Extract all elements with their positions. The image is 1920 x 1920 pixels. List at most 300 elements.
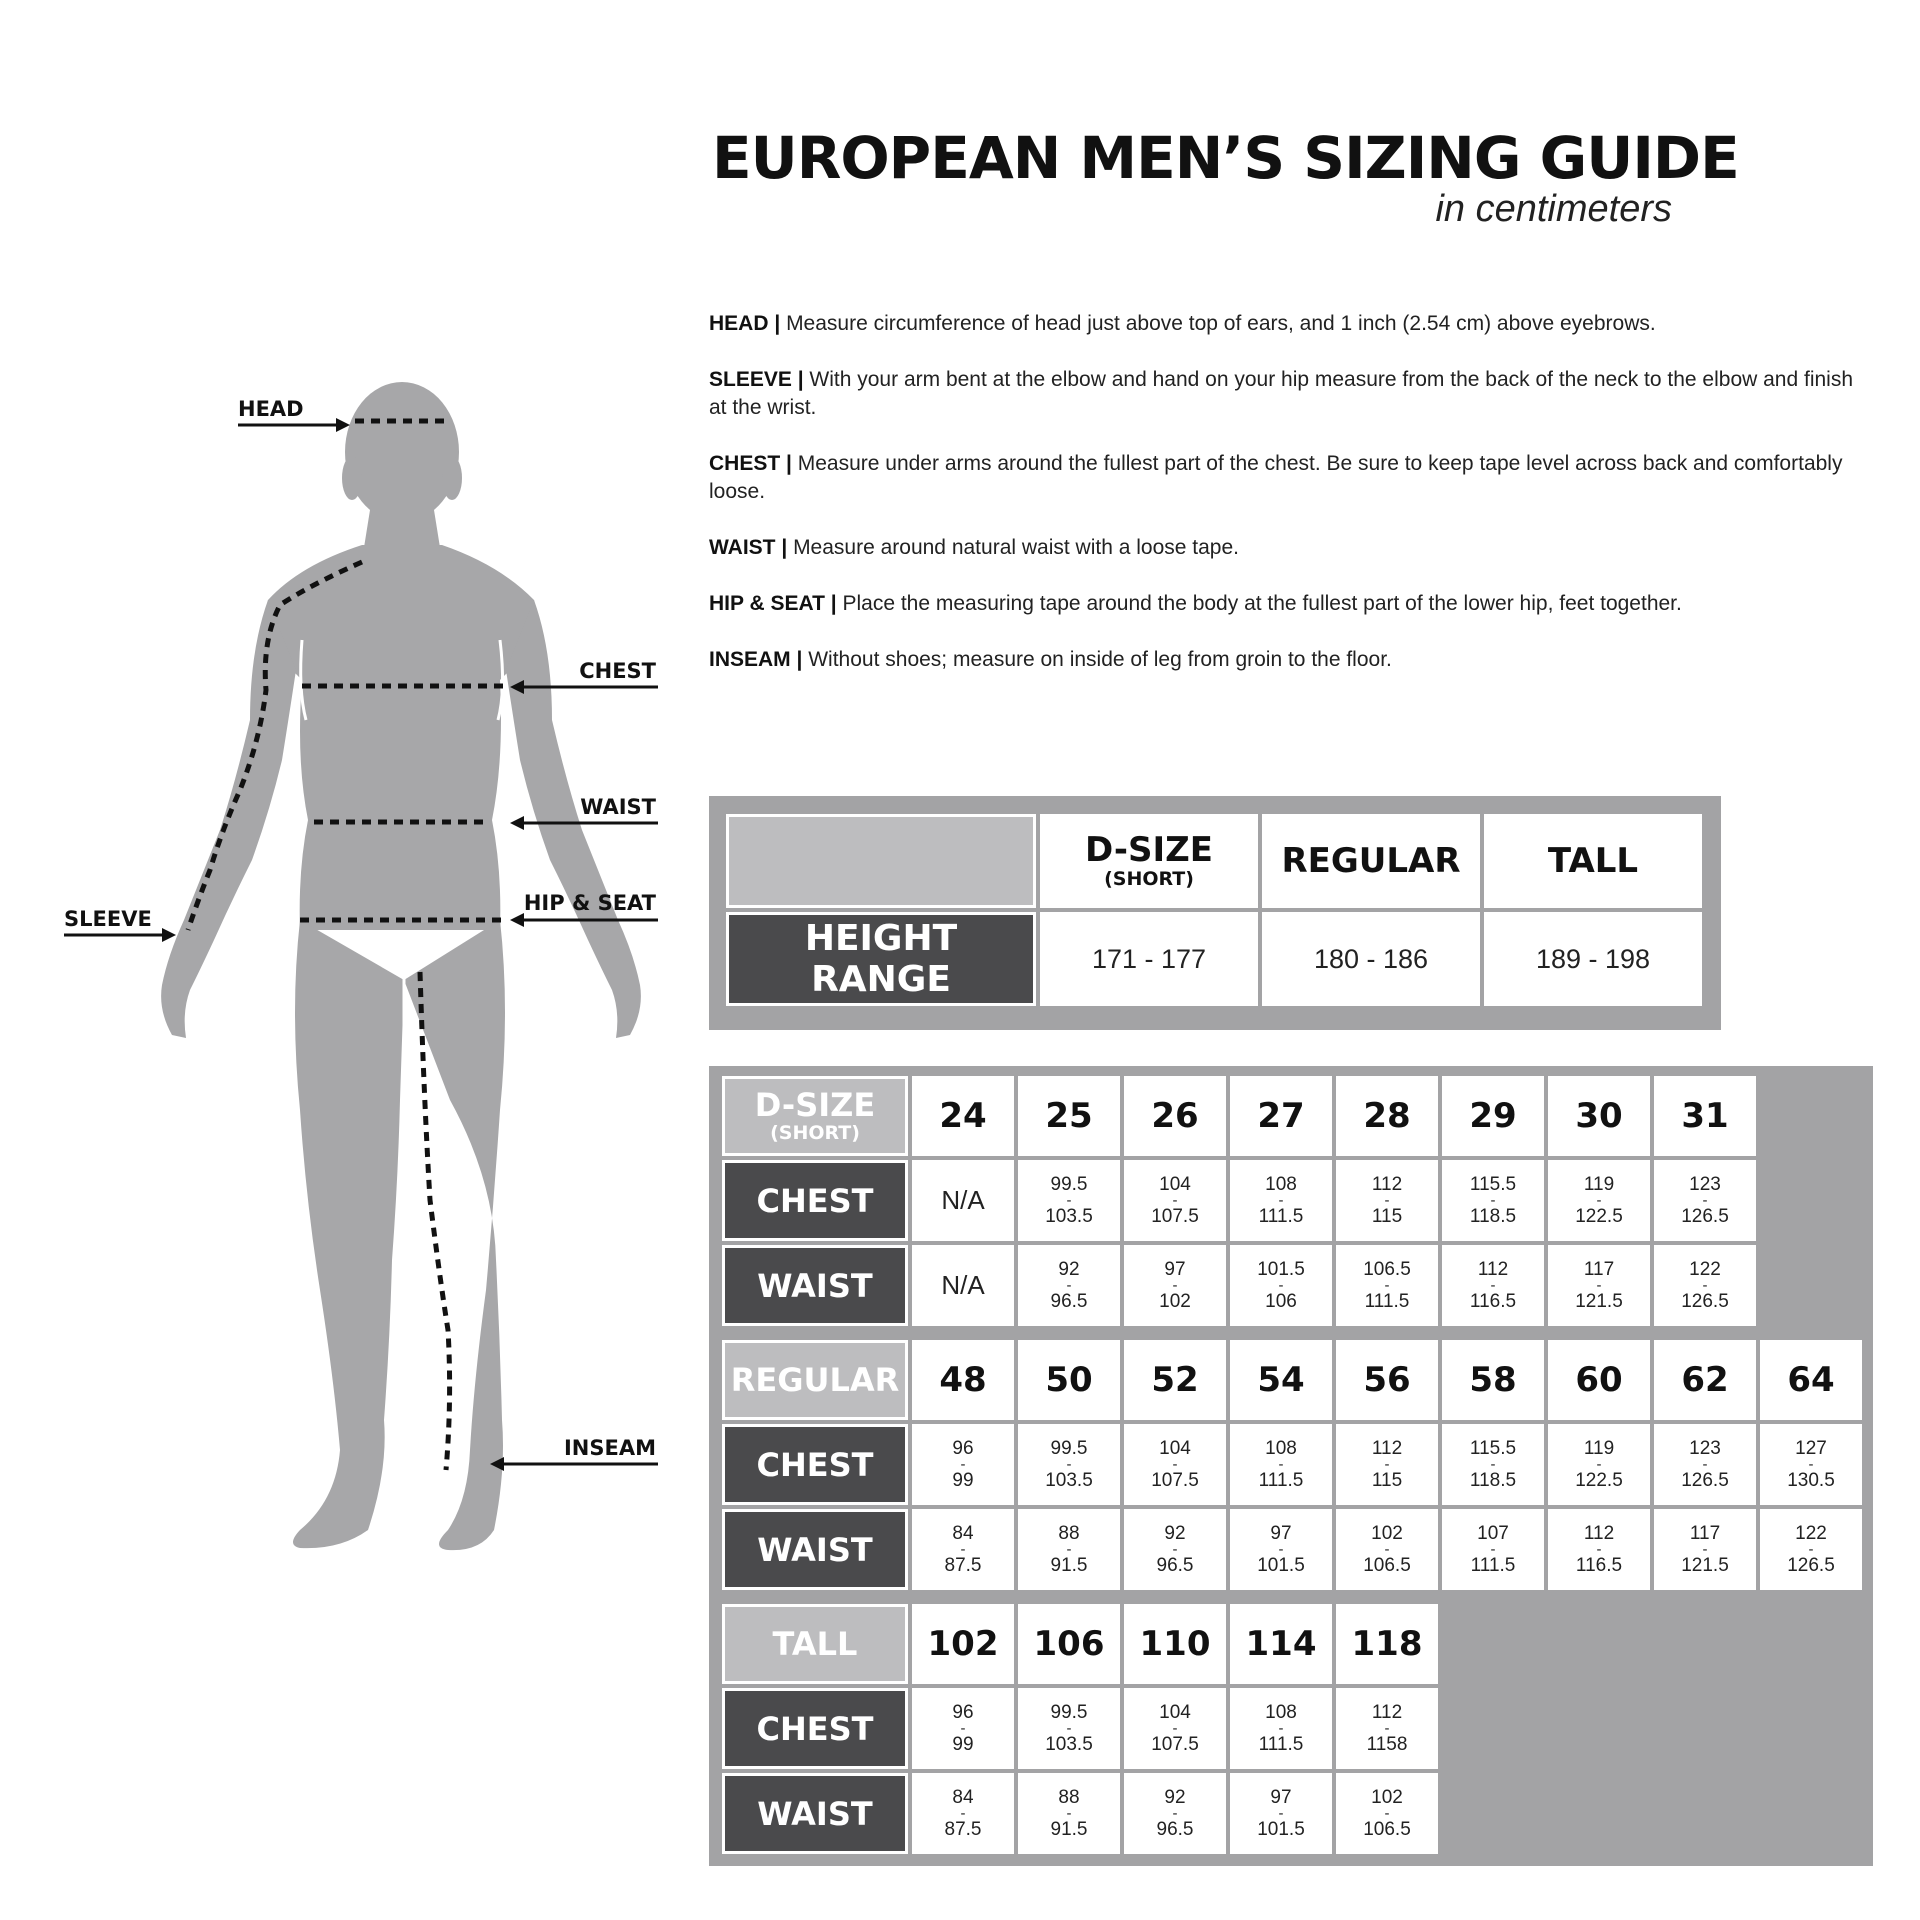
chest-measurement-cell bbox=[1654, 1160, 1756, 1241]
instruction-inseam bbox=[709, 646, 1859, 674]
size-group-label bbox=[722, 1340, 908, 1420]
waist-label-text: WAIST bbox=[757, 1530, 873, 1569]
chest-label-text: CHEST bbox=[756, 1709, 874, 1748]
range-min: 112 bbox=[1371, 1701, 1403, 1723]
waist-measurement-cell bbox=[1124, 1773, 1226, 1854]
waist-row-label bbox=[722, 1245, 908, 1326]
measurement-range bbox=[1372, 1175, 1402, 1227]
range-min: 88 bbox=[1058, 1786, 1080, 1808]
range-min: 96 bbox=[952, 1701, 974, 1723]
measurement-range bbox=[952, 1703, 973, 1755]
size-value: 62 bbox=[1681, 1360, 1729, 1400]
size-group-label bbox=[722, 1076, 908, 1156]
range-max: 99 bbox=[952, 1469, 974, 1491]
size-value: 24 bbox=[939, 1096, 987, 1136]
chest-row-label bbox=[722, 1424, 908, 1505]
size-cell bbox=[1336, 1604, 1438, 1684]
range-separator: - bbox=[1278, 1191, 1284, 1209]
size-value: 114 bbox=[1245, 1624, 1317, 1664]
range-min: 104 bbox=[1159, 1437, 1191, 1459]
range-separator: - bbox=[1066, 1719, 1072, 1737]
range-separator: - bbox=[1596, 1540, 1602, 1558]
range-max: 96.5 bbox=[1156, 1818, 1194, 1840]
empty-cell bbox=[1442, 1688, 1544, 1769]
size-cell bbox=[912, 1076, 1014, 1156]
range-min: 108 bbox=[1265, 1437, 1297, 1459]
instruction-label: WAIST | bbox=[709, 536, 788, 559]
measurement-range bbox=[1051, 1260, 1088, 1312]
measurement-range bbox=[945, 1788, 982, 1840]
body-silhouette bbox=[161, 382, 641, 1550]
waist-measurement-cell bbox=[1124, 1245, 1226, 1326]
size-value: 26 bbox=[1151, 1096, 1199, 1136]
measurement-range bbox=[1157, 1524, 1194, 1576]
height-col-dsize bbox=[1040, 814, 1258, 908]
waist-label-text: WAIST bbox=[757, 1266, 873, 1305]
chest-label-text: CHEST bbox=[756, 1445, 874, 1484]
empty-cell bbox=[1548, 1773, 1650, 1854]
size-block-regular bbox=[722, 1340, 1862, 1590]
range-min: 112 bbox=[1371, 1173, 1403, 1195]
empty-cell bbox=[1760, 1604, 1862, 1684]
range-min: 107 bbox=[1477, 1522, 1509, 1544]
range-max: 87.5 bbox=[944, 1818, 982, 1840]
range-max: 126.5 bbox=[1681, 1290, 1729, 1312]
range-max: 103.5 bbox=[1045, 1205, 1093, 1227]
range-separator: - bbox=[1066, 1804, 1072, 1822]
size-cell bbox=[1336, 1076, 1438, 1156]
height-col-title: D-SIZE bbox=[1085, 830, 1213, 870]
page-title: EUROPEAN MEN’S SIZING GUIDE bbox=[712, 124, 1739, 192]
range-max: 106.5 bbox=[1363, 1818, 1411, 1840]
range-max: 107.5 bbox=[1151, 1205, 1199, 1227]
range-separator: - bbox=[960, 1719, 966, 1737]
waist-measurement-cell bbox=[1230, 1773, 1332, 1854]
range-min: 104 bbox=[1159, 1701, 1191, 1723]
size-cell bbox=[1654, 1340, 1756, 1420]
measurement-range bbox=[1151, 1703, 1199, 1755]
range-max: 111.5 bbox=[1258, 1733, 1304, 1755]
size-cell bbox=[1230, 1604, 1332, 1684]
empty-cell bbox=[1548, 1688, 1650, 1769]
size-value: 118 bbox=[1351, 1624, 1423, 1664]
size-value: 27 bbox=[1257, 1096, 1305, 1136]
size-cell bbox=[1654, 1076, 1756, 1156]
waist-measurement-cell bbox=[1018, 1245, 1120, 1326]
range-separator: - bbox=[1702, 1191, 1708, 1209]
measurement-range bbox=[1159, 1260, 1191, 1312]
empty-cell bbox=[1548, 1604, 1650, 1684]
chest-measurement-cell bbox=[1230, 1160, 1332, 1241]
waist-measurement-cell bbox=[1548, 1245, 1650, 1326]
range-separator: - bbox=[1384, 1804, 1390, 1822]
size-value: 64 bbox=[1787, 1360, 1835, 1400]
range-min: 96 bbox=[952, 1437, 974, 1459]
range-min: 123 bbox=[1689, 1437, 1721, 1459]
measurement-range bbox=[1470, 1175, 1516, 1227]
size-value: 29 bbox=[1469, 1096, 1517, 1136]
waist-measurement-cell bbox=[1230, 1509, 1332, 1590]
chest-measurement-cell bbox=[1548, 1424, 1650, 1505]
waist-measurement-cell bbox=[1442, 1509, 1544, 1590]
range-separator: - bbox=[1172, 1455, 1178, 1473]
waist-measurement-cell bbox=[912, 1509, 1014, 1590]
size-table bbox=[709, 1066, 1873, 1866]
instruction-text: Measure circumference of head just above top of ears, and 1 inch (2.54 cm) above eyebrows. bbox=[786, 312, 1656, 335]
range-max: 107.5 bbox=[1151, 1733, 1199, 1755]
empty-cell bbox=[1442, 1604, 1544, 1684]
chest-measurement-cell bbox=[912, 1424, 1014, 1505]
range-separator: - bbox=[1384, 1276, 1390, 1294]
range-separator: - bbox=[1490, 1276, 1496, 1294]
height-table-corner bbox=[726, 814, 1036, 908]
range-separator: - bbox=[1278, 1455, 1284, 1473]
range-min: 92 bbox=[1164, 1522, 1186, 1544]
chest-measurement-cell bbox=[1336, 1160, 1438, 1241]
height-range-label-text: HEIGHT RANGE bbox=[804, 918, 958, 1000]
measurement-range bbox=[1681, 1175, 1729, 1227]
range-max: 111.5 bbox=[1470, 1554, 1516, 1576]
waist-measurement-cell bbox=[1336, 1245, 1438, 1326]
size-cell bbox=[1442, 1340, 1544, 1420]
range-separator: - bbox=[1596, 1455, 1602, 1473]
range-min: 112 bbox=[1583, 1522, 1615, 1544]
size-value: 31 bbox=[1681, 1096, 1729, 1136]
measurement-range bbox=[1045, 1703, 1093, 1755]
size-cell bbox=[912, 1340, 1014, 1420]
measurement-range bbox=[1575, 1175, 1623, 1227]
range-max: 118.5 bbox=[1469, 1205, 1517, 1227]
range-max: 111.5 bbox=[1364, 1290, 1410, 1312]
empty-cell bbox=[1442, 1773, 1544, 1854]
empty-cell bbox=[1760, 1773, 1862, 1854]
range-min: 102 bbox=[1371, 1522, 1403, 1544]
inseam-label: INSEAM bbox=[563, 1436, 656, 1460]
range-max: 111.5 bbox=[1258, 1205, 1304, 1227]
range-separator: - bbox=[1384, 1719, 1390, 1737]
range-min: 97 bbox=[1270, 1522, 1292, 1544]
range-separator: - bbox=[1702, 1540, 1708, 1558]
size-cell bbox=[1230, 1340, 1332, 1420]
measurement-range bbox=[1575, 1260, 1623, 1312]
range-separator: - bbox=[1172, 1719, 1178, 1737]
measurement-range bbox=[1151, 1439, 1199, 1491]
size-cell bbox=[1548, 1340, 1650, 1420]
range-max: 111.5 bbox=[1258, 1469, 1304, 1491]
measurement-range bbox=[1367, 1703, 1408, 1755]
size-block-tall bbox=[722, 1604, 1862, 1854]
range-max: 126.5 bbox=[1787, 1554, 1835, 1576]
range-max: 102 bbox=[1159, 1290, 1191, 1312]
range-separator: - bbox=[1172, 1191, 1178, 1209]
size-value: 50 bbox=[1045, 1360, 1093, 1400]
measurement-range bbox=[1470, 1439, 1516, 1491]
measurement-range bbox=[1363, 1260, 1411, 1312]
waist-measurement-cell bbox=[1760, 1509, 1862, 1590]
range-min: 122 bbox=[1689, 1258, 1721, 1280]
range-max: 91.5 bbox=[1050, 1554, 1088, 1576]
chest-row-label bbox=[722, 1688, 908, 1769]
range-min: 108 bbox=[1265, 1173, 1297, 1195]
measurement-range bbox=[1372, 1439, 1402, 1491]
size-group-subtitle: (SHORT) bbox=[770, 1122, 860, 1144]
instruction-label: INSEAM | bbox=[709, 648, 803, 671]
size-value: 102 bbox=[927, 1624, 999, 1664]
height-range-regular bbox=[1262, 912, 1480, 1006]
waist-measurement-cell bbox=[1336, 1509, 1438, 1590]
range-min: 104 bbox=[1159, 1173, 1191, 1195]
range-max: 87.5 bbox=[944, 1554, 982, 1576]
range-min: 99.5 bbox=[1050, 1701, 1088, 1723]
range-min: 84 bbox=[952, 1786, 974, 1808]
size-cell bbox=[1760, 1340, 1862, 1420]
chest-measurement-cell bbox=[912, 1160, 1014, 1241]
range-separator: - bbox=[1278, 1804, 1284, 1822]
instruction-text: With your arm bent at the elbow and hand on your hip measure from the back of the neck to the elbow and finish at the wrist. bbox=[709, 368, 1854, 419]
chest-label-text: CHEST bbox=[756, 1181, 874, 1220]
waist-measurement-cell bbox=[1124, 1509, 1226, 1590]
range-max: 116.5 bbox=[1469, 1290, 1517, 1312]
range-min: 97 bbox=[1270, 1786, 1292, 1808]
range-separator: - bbox=[1596, 1276, 1602, 1294]
range-separator: - bbox=[1490, 1540, 1496, 1558]
waist-measurement-cell bbox=[1018, 1509, 1120, 1590]
instruction-text: Measure around natural waist with a loose tape. bbox=[793, 536, 1239, 559]
waist-measurement-cell bbox=[1654, 1245, 1756, 1326]
range-separator: - bbox=[1384, 1540, 1390, 1558]
size-group-name: D-SIZE bbox=[754, 1086, 876, 1124]
chest-measurement-cell bbox=[1230, 1424, 1332, 1505]
waist-measurement-cell bbox=[1336, 1773, 1438, 1854]
measurement-range bbox=[1787, 1524, 1835, 1576]
height-range-table bbox=[709, 796, 1721, 1030]
waist-row-label bbox=[722, 1773, 908, 1854]
page-subtitle: in centimeters bbox=[1435, 188, 1672, 230]
chest-measurement-cell bbox=[1548, 1160, 1650, 1241]
size-value: 58 bbox=[1469, 1360, 1517, 1400]
waist-measurement-cell bbox=[1654, 1509, 1756, 1590]
size-value: 56 bbox=[1363, 1360, 1411, 1400]
size-cell bbox=[1124, 1076, 1226, 1156]
range-separator: - bbox=[1066, 1276, 1072, 1294]
chest-measurement-cell bbox=[1336, 1424, 1438, 1505]
measurement-range bbox=[1787, 1439, 1835, 1491]
range-max: 126.5 bbox=[1681, 1205, 1729, 1227]
measurement-range bbox=[1051, 1788, 1088, 1840]
measurement-range bbox=[1157, 1788, 1194, 1840]
range-separator: - bbox=[1384, 1455, 1390, 1473]
measurement-range bbox=[1257, 1788, 1305, 1840]
range-separator: - bbox=[1172, 1804, 1178, 1822]
range-max: 103.5 bbox=[1045, 1733, 1093, 1755]
size-group-name: TALL bbox=[772, 1625, 858, 1663]
range-separator: - bbox=[1808, 1455, 1814, 1473]
chest-measurement-cell bbox=[1124, 1424, 1226, 1505]
range-max: 126.5 bbox=[1681, 1469, 1729, 1491]
height-range-tall bbox=[1484, 912, 1702, 1006]
chest-measurement-cell bbox=[912, 1688, 1014, 1769]
range-max: 101.5 bbox=[1257, 1554, 1305, 1576]
instruction-label: HIP & SEAT | bbox=[709, 592, 837, 615]
height-range-row-label bbox=[726, 912, 1036, 1006]
range-max: 91.5 bbox=[1050, 1818, 1088, 1840]
range-max: 116.5 bbox=[1575, 1554, 1623, 1576]
measurement-range bbox=[1045, 1175, 1093, 1227]
range-max: 121.5 bbox=[1681, 1554, 1729, 1576]
size-value: 48 bbox=[939, 1360, 987, 1400]
range-min: 102 bbox=[1371, 1786, 1403, 1808]
range-min: 123 bbox=[1689, 1173, 1721, 1195]
size-value: 28 bbox=[1363, 1096, 1411, 1136]
instruction-text: Without shoes; measure on inside of leg from groin to the floor. bbox=[808, 648, 1392, 671]
range-max: 1158 bbox=[1366, 1733, 1408, 1755]
size-block-dsize bbox=[722, 1076, 1862, 1326]
range-max: 107.5 bbox=[1151, 1469, 1199, 1491]
measurement-range bbox=[1257, 1260, 1305, 1312]
waist-measurement-cell bbox=[1018, 1773, 1120, 1854]
range-separator: - bbox=[1066, 1540, 1072, 1558]
range-min: 117 bbox=[1689, 1522, 1721, 1544]
size-cell bbox=[1018, 1076, 1120, 1156]
range-separator: - bbox=[960, 1455, 966, 1473]
waist-label-text: WAIST bbox=[757, 1794, 873, 1833]
range-min: 115.5 bbox=[1469, 1437, 1517, 1459]
range-max: 130.5 bbox=[1787, 1469, 1835, 1491]
measurement-range bbox=[1363, 1524, 1411, 1576]
height-range-value: 171 - 177 bbox=[1091, 943, 1207, 974]
range-separator: - bbox=[1808, 1540, 1814, 1558]
size-cell bbox=[1442, 1076, 1544, 1156]
chest-measurement-cell bbox=[1018, 1688, 1120, 1769]
range-separator: - bbox=[1278, 1719, 1284, 1737]
size-value: 110 bbox=[1139, 1624, 1211, 1664]
instruction-waist bbox=[709, 534, 1859, 562]
range-min: 119 bbox=[1583, 1437, 1615, 1459]
waist-measurement-cell bbox=[1230, 1245, 1332, 1326]
instruction-label: HEAD | bbox=[709, 312, 781, 335]
chest-measurement-cell bbox=[1760, 1424, 1862, 1505]
range-min: 115.5 bbox=[1469, 1173, 1517, 1195]
size-cell bbox=[1018, 1604, 1120, 1684]
chest-row-label bbox=[722, 1160, 908, 1241]
instruction-text: Measure under arms around the fullest part of the chest. Be sure to keep tape level across back and comfortably loose. bbox=[709, 452, 1843, 503]
size-cell bbox=[1018, 1340, 1120, 1420]
measurement-range bbox=[1575, 1439, 1623, 1491]
range-min: 99.5 bbox=[1050, 1173, 1088, 1195]
size-group-name: REGULAR bbox=[730, 1361, 900, 1399]
range-separator: - bbox=[1172, 1276, 1178, 1294]
measurement-range bbox=[1363, 1788, 1411, 1840]
range-min: 99.5 bbox=[1050, 1437, 1088, 1459]
range-separator: - bbox=[1384, 1191, 1390, 1209]
waist-measurement-cell bbox=[1548, 1509, 1650, 1590]
size-cell bbox=[912, 1604, 1014, 1684]
size-cell bbox=[1124, 1604, 1226, 1684]
range-max: 115 bbox=[1371, 1469, 1403, 1491]
measurement-value: N/A bbox=[941, 1270, 985, 1300]
size-value: 54 bbox=[1257, 1360, 1305, 1400]
hip-seat-label: HIP & SEAT bbox=[523, 891, 656, 915]
range-separator: - bbox=[1596, 1191, 1602, 1209]
measurement-range bbox=[945, 1524, 982, 1576]
range-max: 103.5 bbox=[1045, 1469, 1093, 1491]
instruction-text: Place the measuring tape around the body at the fullest part of the lower hip, feet together. bbox=[842, 592, 1682, 615]
range-max: 101.5 bbox=[1257, 1818, 1305, 1840]
measurement-range bbox=[952, 1439, 973, 1491]
range-separator: - bbox=[1490, 1455, 1496, 1473]
chest-measurement-cell bbox=[1336, 1688, 1438, 1769]
measurement-range bbox=[1471, 1524, 1516, 1576]
instruction-label: SLEEVE | bbox=[709, 368, 804, 391]
range-min: 119 bbox=[1583, 1173, 1615, 1195]
instruction-sleeve bbox=[709, 366, 1859, 422]
size-group-label bbox=[722, 1604, 908, 1684]
size-value: 25 bbox=[1045, 1096, 1093, 1136]
measurement-range bbox=[1681, 1439, 1729, 1491]
range-min: 112 bbox=[1477, 1258, 1509, 1280]
height-col-title: TALL bbox=[1547, 841, 1639, 881]
range-min: 92 bbox=[1058, 1258, 1080, 1280]
empty-cell bbox=[1760, 1076, 1862, 1156]
range-separator: - bbox=[1278, 1540, 1284, 1558]
chest-measurement-cell bbox=[1018, 1160, 1120, 1241]
range-min: 101.5 bbox=[1257, 1258, 1305, 1280]
range-min: 84 bbox=[952, 1522, 974, 1544]
range-separator: - bbox=[1066, 1455, 1072, 1473]
empty-cell bbox=[1654, 1604, 1756, 1684]
range-separator: - bbox=[1702, 1276, 1708, 1294]
range-min: 108 bbox=[1265, 1701, 1297, 1723]
chest-measurement-cell bbox=[1124, 1688, 1226, 1769]
size-value: 30 bbox=[1575, 1096, 1623, 1136]
range-max: 121.5 bbox=[1575, 1290, 1623, 1312]
chest-measurement-cell bbox=[1018, 1424, 1120, 1505]
range-min: 97 bbox=[1164, 1258, 1186, 1280]
empty-cell bbox=[1760, 1688, 1862, 1769]
range-max: 122.5 bbox=[1575, 1469, 1623, 1491]
measurement-range bbox=[1470, 1260, 1516, 1312]
range-separator: - bbox=[1490, 1191, 1496, 1209]
head-label: HEAD bbox=[238, 397, 304, 421]
empty-cell bbox=[1654, 1773, 1756, 1854]
chest-label: CHEST bbox=[579, 659, 656, 683]
range-max: 115 bbox=[1371, 1205, 1403, 1227]
range-max: 96.5 bbox=[1050, 1290, 1088, 1312]
size-cell bbox=[1230, 1076, 1332, 1156]
measurement-range bbox=[1151, 1175, 1199, 1227]
chest-measurement-cell bbox=[1442, 1424, 1544, 1505]
chest-measurement-cell bbox=[1442, 1160, 1544, 1241]
range-separator: - bbox=[960, 1540, 966, 1558]
range-separator: - bbox=[1172, 1540, 1178, 1558]
instruction-label: CHEST | bbox=[709, 452, 792, 475]
measurement-range bbox=[1051, 1524, 1088, 1576]
body-measurement-figure bbox=[0, 360, 700, 1580]
range-min: 122 bbox=[1795, 1522, 1827, 1544]
empty-cell bbox=[1760, 1160, 1862, 1241]
range-min: 92 bbox=[1164, 1786, 1186, 1808]
size-cell bbox=[1548, 1076, 1650, 1156]
range-min: 112 bbox=[1371, 1437, 1403, 1459]
height-range-dsize bbox=[1040, 912, 1258, 1006]
range-max: 118.5 bbox=[1469, 1469, 1517, 1491]
range-min: 127 bbox=[1795, 1437, 1827, 1459]
size-cell bbox=[1124, 1340, 1226, 1420]
height-range-value: 180 - 186 bbox=[1313, 943, 1429, 974]
chest-measurement-cell bbox=[1230, 1688, 1332, 1769]
range-separator: - bbox=[1278, 1276, 1284, 1294]
measurement-range bbox=[1681, 1524, 1729, 1576]
